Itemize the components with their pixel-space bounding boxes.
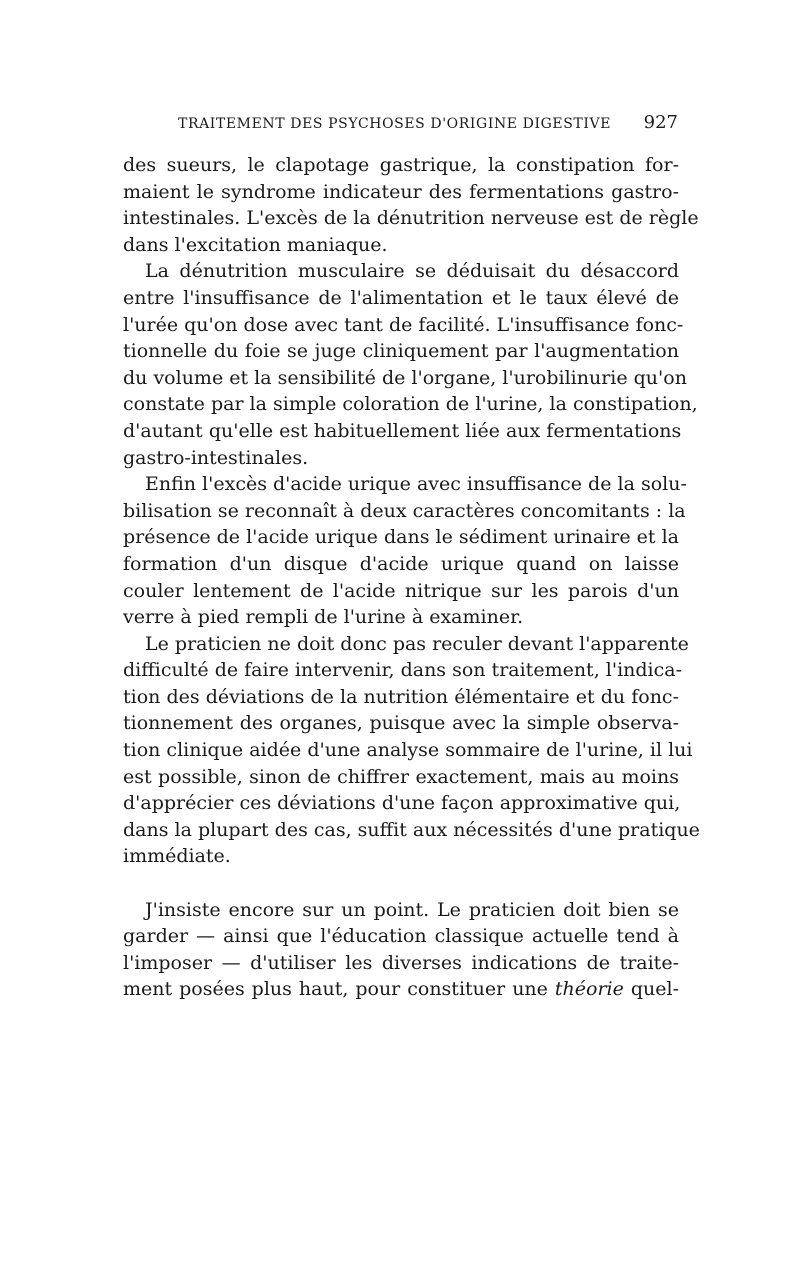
text-line: La dénutrition musculaire se déduisait du désaccord: [145, 260, 679, 283]
body-text: [123, 152, 700, 1003]
text-line: gastro-intestinales.: [123, 446, 309, 469]
hyphenated-word-start: quel-: [630, 978, 679, 1001]
text-line: d'apprécier ces déviations d'une façon approximative qui,: [123, 792, 681, 815]
text-line: immédiate.: [123, 845, 231, 868]
text-line: du volume et la sensibilité de l'organe, l'urobilinurie qu'on: [123, 366, 687, 389]
text-line: difficulté de faire intervenir, dans son traitement, l'indica-: [123, 659, 683, 682]
running-header: [178, 112, 678, 140]
text-line-with-italic: [123, 976, 679, 1003]
text-line: constate par la simple coloration de l'urine, la constipation,: [123, 393, 698, 416]
text-line: des sueurs, le clapotage gastrique, la constipation for-: [123, 154, 679, 176]
text-line: tionnement des organes, puisque avec la simple observa-: [123, 712, 679, 735]
text-line: couler lentement de l'acide nitrique sur les parois d'un: [123, 579, 679, 602]
text-line: intestinales. L'excès de la dénutrition nerveuse est de règle: [123, 207, 699, 230]
text-line: l'imposer — d'utiliser les diverses indications de traite-: [123, 951, 679, 974]
text-line: maient le syndrome indicateur des fermentations gastro-: [123, 180, 679, 203]
text-line-start: ment posées plus haut, pour constituer une: [123, 978, 548, 1001]
text-line: tionnelle du foie se juge cliniquement par l'augmentation: [123, 340, 679, 363]
text-line: est possible, sinon de chiffrer exactement, mais au moins: [123, 765, 679, 788]
text-line: bilisation se reconnaît à deux caractères concomitants : la: [123, 499, 686, 522]
text-line: formation d'un disque d'acide urique quand on laisse: [123, 552, 679, 575]
text-line: J'insiste encore sur un point. Le praticien doit bien se: [145, 898, 679, 921]
text-line: garder — ainsi que l'éducation classique actuelle tend à: [123, 925, 679, 948]
italic-word: théorie: [554, 978, 624, 1001]
text-line: dans l'excitation maniaque.: [123, 233, 388, 256]
text-line: Enfin l'excès d'acide urique avec insuffisance de la solu-: [145, 473, 687, 496]
text-line: entre l'insuffisance de l'alimentation et le taux élevé de: [123, 286, 679, 309]
text-line: présence de l'acide urique dans le sédiment urinaire et la: [123, 526, 679, 549]
text-line: tion clinique aidée d'une analyse sommaire de l'urine, il lui: [123, 739, 693, 762]
text-line: Le praticien ne doit donc pas reculer devant l'apparente: [145, 632, 689, 655]
text-line: l'urée qu'on dose avec tant de facilité. L'insuffisance fonc-: [123, 313, 684, 336]
text-line: verre à pied rempli de l'urine à examiner.: [123, 606, 524, 629]
paragraph-gap: [123, 870, 679, 897]
text-line: tion des déviations de la nutrition élémentaire et du fonc-: [123, 685, 679, 708]
text-line: d'autant qu'elle est habituellement liée aux fermentations: [123, 419, 682, 442]
page-number: 927: [643, 112, 678, 133]
running-title: TRAITEMENT DES PSYCHOSES D'ORIGINE DIGESTIVE: [178, 116, 612, 132]
text-line: dans la plupart des cas, suffit aux nécessités d'une pratique: [123, 818, 700, 841]
